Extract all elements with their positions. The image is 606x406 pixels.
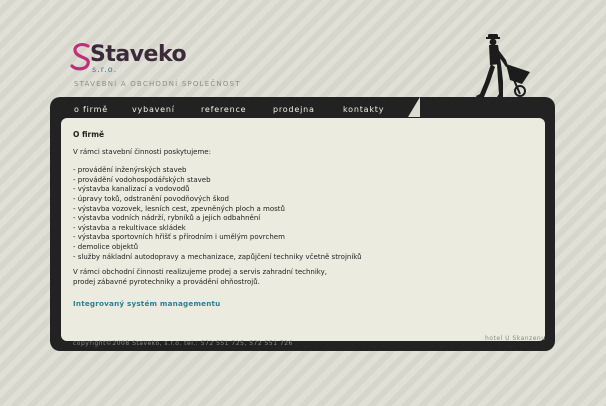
nav-item-vybaveni[interactable]: vybavení [132, 104, 175, 114]
main-nav [50, 101, 410, 117]
nav-item-kontakty[interactable]: kontakty [343, 104, 385, 114]
footer-copyright: copyright©2008 Staveko, s.r.o. tel.: 572 551 725, 572 551 726 [73, 340, 293, 347]
tagline: STAVEBNÍ A OBCHODNÍ SPOLEČNOST [74, 80, 241, 88]
list-item: - služby nákladní autodopravy a mechanizace, zapůjčení techniky včetně strojníků [73, 252, 362, 261]
list-item: - demolice objektů [73, 242, 139, 251]
list-item: - provádění inženýrských staveb [73, 166, 187, 175]
commerce-line-1: V rámci obchodní činnosti realizujeme prodej a servis zahradní techniky, [73, 268, 327, 277]
list-item: - výstavba a rekultivace skládek [73, 223, 186, 232]
services-list [73, 166, 533, 262]
content-area [61, 118, 545, 341]
logo[interactable] [70, 42, 187, 76]
logo-sub: s.r.o. [92, 65, 118, 74]
list-item: - výstavba vodních nádrží, rybníků a jejich odbahnění [73, 214, 261, 223]
worker-with-wheelbarrow-icon [464, 34, 532, 100]
list-item: - provádění vodohospodářských staveb [73, 175, 211, 184]
nav-item-o-firme[interactable]: o firmě [74, 104, 108, 114]
footer-hotel-link[interactable]: hotel U Skanzenu [485, 335, 546, 342]
iso-link[interactable]: Integrovaný systém managementu [73, 299, 221, 309]
nav-item-reference[interactable]: reference [201, 104, 247, 114]
logo-name: Staveko [90, 42, 187, 67]
page-title: O firmě [73, 130, 105, 139]
nav-item-prodejna[interactable]: prodejna [273, 104, 315, 114]
list-item: - výstavba kanalizací a vodovodů [73, 185, 190, 194]
commerce-text [73, 268, 533, 287]
intro-text: V rámci stavební činnosti poskytujeme: [73, 147, 211, 156]
list-item: - výstavba vozovek, lesních cest, zpevněných ploch a mostů [73, 204, 285, 213]
list-item: - úpravy toků, odstranění povodňových škod [73, 194, 229, 203]
commerce-line-2: prodej zábavné pyrotechniky a provádění ohňostrojů. [73, 277, 260, 286]
list-item: - výstavba sportovních hřišť s přírodním i umělým povrchem [73, 233, 285, 242]
logo-swoosh-icon [70, 43, 92, 71]
